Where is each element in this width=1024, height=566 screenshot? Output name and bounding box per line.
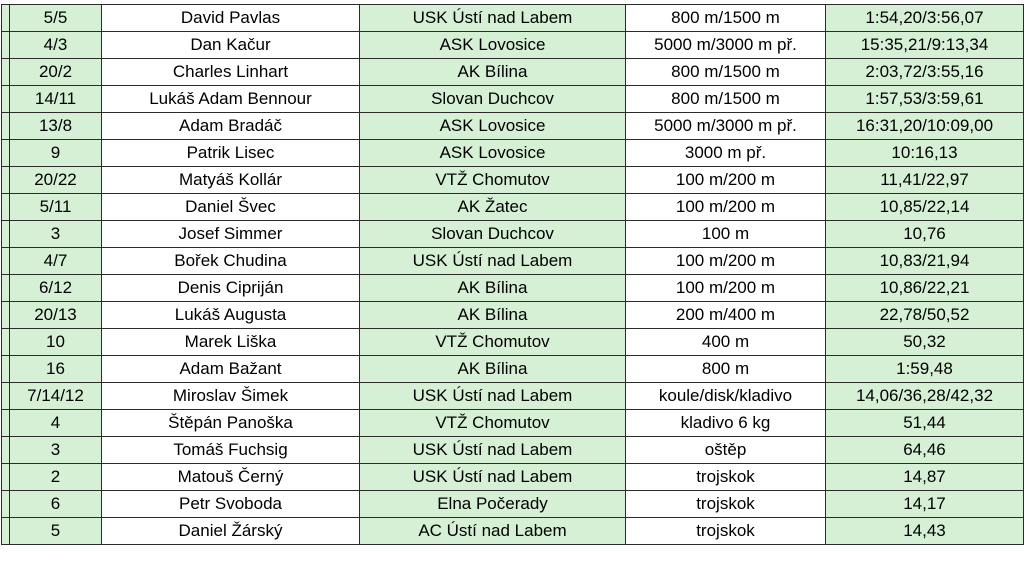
club-cell[interactable]: ASK Lovosice <box>360 113 626 140</box>
club-cell[interactable]: AK Bílina <box>360 302 626 329</box>
result-cell[interactable]: 16:31,20/10:09,00 <box>826 113 1024 140</box>
result-cell[interactable]: 11,41/22,97 <box>826 167 1024 194</box>
result-cell[interactable]: 50,32 <box>826 329 1024 356</box>
athlete-name-cell[interactable]: Miroslav Šimek <box>102 383 360 410</box>
table-row <box>2 356 1024 383</box>
event-cell[interactable]: 400 m <box>626 329 826 356</box>
row-edge-cell[interactable] <box>2 302 10 329</box>
result-cell[interactable]: 51,44 <box>826 410 1024 437</box>
event-cell[interactable]: kladivo 6 kg <box>626 410 826 437</box>
event-cell[interactable]: 800 m/1500 m <box>626 5 826 32</box>
club-cell[interactable]: ASK Lovosice <box>360 140 626 167</box>
results-table-body <box>2 5 1024 545</box>
club-cell[interactable]: Elna Počerady <box>360 491 626 518</box>
result-cell[interactable]: 10:16,13 <box>826 140 1024 167</box>
event-cell[interactable]: trojskok <box>626 464 826 491</box>
points-cell[interactable]: 4/7 <box>10 248 102 275</box>
row-edge-cell[interactable] <box>2 140 10 167</box>
row-edge-cell[interactable] <box>2 437 10 464</box>
points-cell[interactable]: 13/8 <box>10 113 102 140</box>
club-cell[interactable]: USK Ústí nad Labem <box>360 464 626 491</box>
club-cell[interactable]: AK Žatec <box>360 194 626 221</box>
table-row <box>2 302 1024 329</box>
row-edge-cell[interactable] <box>2 32 10 59</box>
event-cell[interactable]: koule/disk/kladivo <box>626 383 826 410</box>
athlete-name-cell[interactable]: Štěpán Panoška <box>102 410 360 437</box>
club-cell[interactable]: VTŽ Chomutov <box>360 167 626 194</box>
points-cell[interactable]: 6/12 <box>10 275 102 302</box>
event-cell[interactable]: 200 m/400 m <box>626 302 826 329</box>
event-cell[interactable]: 800 m/1500 m <box>626 59 826 86</box>
points-cell[interactable]: 5 <box>10 518 102 545</box>
result-cell[interactable]: 14,87 <box>826 464 1024 491</box>
result-cell[interactable]: 22,78/50,52 <box>826 302 1024 329</box>
result-cell[interactable]: 14,06/36,28/42,32 <box>826 383 1024 410</box>
table-row <box>2 221 1024 248</box>
points-cell[interactable]: 7/14/12 <box>10 383 102 410</box>
points-cell[interactable]: 3 <box>10 221 102 248</box>
club-cell[interactable]: AK Bílina <box>360 275 626 302</box>
points-cell[interactable]: 6 <box>10 491 102 518</box>
athlete-name-cell[interactable]: Marek Liška <box>102 329 360 356</box>
table-row <box>2 383 1024 410</box>
table-row <box>2 437 1024 464</box>
club-cell[interactable]: VTŽ Chomutov <box>360 329 626 356</box>
table-row <box>2 410 1024 437</box>
athlete-name-cell[interactable]: Bořek Chudina <box>102 248 360 275</box>
event-cell[interactable]: 800 m/1500 m <box>626 86 826 113</box>
points-cell[interactable]: 10 <box>10 329 102 356</box>
result-cell[interactable]: 10,83/21,94 <box>826 248 1024 275</box>
points-cell[interactable]: 20/22 <box>10 167 102 194</box>
athlete-name-cell[interactable]: Adam Bažant <box>102 356 360 383</box>
result-cell[interactable]: 1:54,20/3:56,07 <box>826 5 1024 32</box>
event-cell[interactable]: 100 m <box>626 221 826 248</box>
table-row <box>2 464 1024 491</box>
row-edge-cell[interactable] <box>2 464 10 491</box>
event-cell[interactable]: 800 m <box>626 356 826 383</box>
event-cell[interactable]: 5000 m/3000 m př. <box>626 32 826 59</box>
athlete-name-cell[interactable]: Lukáš Adam Bennour <box>102 86 360 113</box>
athlete-name-cell[interactable]: Tomáš Fuchsig <box>102 437 360 464</box>
points-cell[interactable]: 20/2 <box>10 59 102 86</box>
result-cell[interactable]: 10,85/22,14 <box>826 194 1024 221</box>
event-cell[interactable]: 100 m/200 m <box>626 167 826 194</box>
result-cell[interactable]: 1:59,48 <box>826 356 1024 383</box>
table-row <box>2 86 1024 113</box>
table-row <box>2 167 1024 194</box>
athlete-name-cell[interactable]: David Pavlas <box>102 5 360 32</box>
event-cell[interactable]: 5000 m/3000 m př. <box>626 113 826 140</box>
event-cell[interactable]: trojskok <box>626 491 826 518</box>
row-edge-cell[interactable] <box>2 518 10 545</box>
row-edge-cell[interactable] <box>2 221 10 248</box>
row-edge-cell[interactable] <box>2 86 10 113</box>
row-edge-cell[interactable] <box>2 356 10 383</box>
event-cell[interactable]: 100 m/200 m <box>626 248 826 275</box>
club-cell[interactable]: Slovan Duchcov <box>360 221 626 248</box>
athlete-name-cell[interactable]: Patrik Lisec <box>102 140 360 167</box>
points-cell[interactable]: 4/3 <box>10 32 102 59</box>
points-cell[interactable]: 14/11 <box>10 86 102 113</box>
athlete-name-cell[interactable]: Matyáš Kollár <box>102 167 360 194</box>
row-edge-cell[interactable] <box>2 491 10 518</box>
table-row <box>2 113 1024 140</box>
result-cell[interactable]: 15:35,21/9:13,34 <box>826 32 1024 59</box>
points-cell[interactable]: 5/11 <box>10 194 102 221</box>
club-cell[interactable]: ASK Lovosice <box>360 32 626 59</box>
points-cell[interactable]: 20/13 <box>10 302 102 329</box>
result-cell[interactable]: 64,46 <box>826 437 1024 464</box>
athlete-name-cell[interactable]: Charles Linhart <box>102 59 360 86</box>
athlete-name-cell[interactable]: Denis Cipriján <box>102 275 360 302</box>
club-cell[interactable]: USK Ústí nad Labem <box>360 248 626 275</box>
club-cell[interactable]: USK Ústí nad Labem <box>360 383 626 410</box>
table-row <box>2 59 1024 86</box>
row-edge-cell[interactable] <box>2 113 10 140</box>
athlete-name-cell[interactable]: Daniel Švec <box>102 194 360 221</box>
row-edge-cell[interactable] <box>2 5 10 32</box>
club-cell[interactable]: USK Ústí nad Labem <box>360 437 626 464</box>
athlete-name-cell[interactable]: Josef Simmer <box>102 221 360 248</box>
event-cell[interactable]: oštěp <box>626 437 826 464</box>
table-row <box>2 32 1024 59</box>
points-cell[interactable]: 4 <box>10 410 102 437</box>
result-cell[interactable]: 2:03,72/3:55,16 <box>826 59 1024 86</box>
athlete-name-cell[interactable]: Dan Kačur <box>102 32 360 59</box>
row-edge-cell[interactable] <box>2 248 10 275</box>
table-row <box>2 194 1024 221</box>
club-cell[interactable]: AC Ústí nad Labem <box>360 518 626 545</box>
table-row <box>2 329 1024 356</box>
result-cell[interactable]: 10,86/22,21 <box>826 275 1024 302</box>
event-cell[interactable]: 100 m/200 m <box>626 275 826 302</box>
athlete-name-cell[interactable]: Daniel Žárský <box>102 518 360 545</box>
row-edge-cell[interactable] <box>2 275 10 302</box>
club-cell[interactable]: USK Ústí nad Labem <box>360 5 626 32</box>
athlete-name-cell[interactable]: Matouš Černý <box>102 464 360 491</box>
table-row <box>2 5 1024 32</box>
table-row <box>2 491 1024 518</box>
athlete-name-cell[interactable]: Petr Svoboda <box>102 491 360 518</box>
club-cell[interactable]: AK Bílina <box>360 59 626 86</box>
result-cell[interactable]: 1:57,53/3:59,61 <box>826 86 1024 113</box>
table-row <box>2 140 1024 167</box>
table-row <box>2 275 1024 302</box>
row-edge-cell[interactable] <box>2 410 10 437</box>
row-edge-cell[interactable] <box>2 59 10 86</box>
club-cell[interactable]: AK Bílina <box>360 356 626 383</box>
result-cell[interactable]: 10,76 <box>826 221 1024 248</box>
table-row <box>2 518 1024 545</box>
row-edge-cell[interactable] <box>2 194 10 221</box>
points-cell[interactable]: 2 <box>10 464 102 491</box>
results-table <box>1 4 1024 545</box>
result-cell[interactable]: 14,17 <box>826 491 1024 518</box>
athlete-name-cell[interactable]: Lukáš Augusta <box>102 302 360 329</box>
event-cell[interactable]: trojskok <box>626 518 826 545</box>
event-cell[interactable]: 3000 m př. <box>626 140 826 167</box>
club-cell[interactable]: Slovan Duchcov <box>360 86 626 113</box>
row-edge-cell[interactable] <box>2 167 10 194</box>
points-cell[interactable]: 3 <box>10 437 102 464</box>
row-edge-cell[interactable] <box>2 329 10 356</box>
athlete-name-cell[interactable]: Adam Bradáč <box>102 113 360 140</box>
table-row <box>2 248 1024 275</box>
row-edge-cell[interactable] <box>2 383 10 410</box>
event-cell[interactable]: 100 m/200 m <box>626 194 826 221</box>
points-cell[interactable]: 5/5 <box>10 5 102 32</box>
points-cell[interactable]: 9 <box>10 140 102 167</box>
club-cell[interactable]: VTŽ Chomutov <box>360 410 626 437</box>
result-cell[interactable]: 14,43 <box>826 518 1024 545</box>
points-cell[interactable]: 16 <box>10 356 102 383</box>
